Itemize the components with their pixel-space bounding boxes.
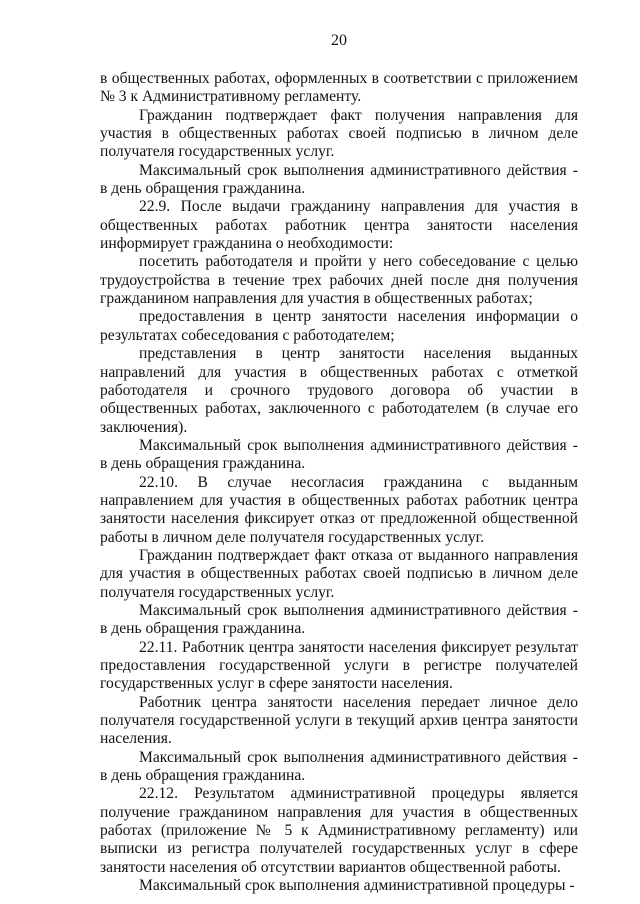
paragraph: 22.9. После выдачи гражданину направления для участия в общественных работах работник центра занятости населения информирует гражданина о необходимости: [100, 198, 578, 253]
paragraph: 22.11. Работник центра занятости населения фиксирует результат предоставления государственной услуги в регистре получателей государственных услуг в сфере занятости населения. [100, 638, 578, 693]
paragraph: Работник центра занятости населения передает личное дело получателя государственной услуги в текущий архив центра занятости населения. [100, 693, 578, 748]
paragraph: Гражданин подтверждает факт отказа от выданного направления для участия в общественных работах своей подписью в личном деле получателя государственных услуг. [100, 546, 578, 601]
paragraph: посетить работодателя и пройти у него собеседование с целью трудоустройства в течение трех рабочих дней после дня получения гражданином направления для участия в общественных работах; [100, 253, 578, 308]
paragraph: Максимальный срок выполнения административной процедуры - [139, 877, 575, 895]
paragraph: Гражданин подтверждает факт получения направления для участия в общественных работах своей подписью в личном деле получателя государственных услуг. [100, 106, 578, 161]
paragraph: 22.10. В случае несогласия гражданина с выданным направлением для участия в общественных работах работник центра занятости населения фиксирует отказ от предложенной общественной работы в личном деле получателя государственных услуг. [100, 473, 578, 546]
document-body [100, 70, 578, 895]
page-number: 20 [331, 32, 347, 49]
paragraph: Максимальный срок выполнения административного действия - в день обращения гражданина. [100, 748, 578, 785]
paragraph: в общественных работах, оформленных в соответствии с приложением № 3 к Административному регламенту. [100, 70, 578, 106]
paragraph: представления в центр занятости населения выданных направлений для участия в общественных работах с отметкой работодателя и срочного трудового договора об участии в общественных работах, заключенного с работодателем (в случае его заключения). [100, 345, 578, 436]
paragraph: Максимальный срок выполнения административного действия - в день обращения гражданина. [100, 161, 578, 198]
paragraph: Максимальный срок выполнения административного действия - в день обращения гражданина. [100, 436, 578, 473]
paragraph: Максимальный срок выполнения административного действия - в день обращения гражданина. [100, 601, 578, 638]
paragraph: 22.12. Результатом административной процедуры является получение гражданином направления для участия в общественных работах (приложение № 5 к Административному регламенту) или выписки из регистра получателей государственных услуг в сфере занятости населения об отсутствии вариантов общественной работы. [100, 785, 578, 876]
paragraph: предоставления в центр занятости населения информации о результатах собеседования с работодателем; [100, 308, 578, 344]
